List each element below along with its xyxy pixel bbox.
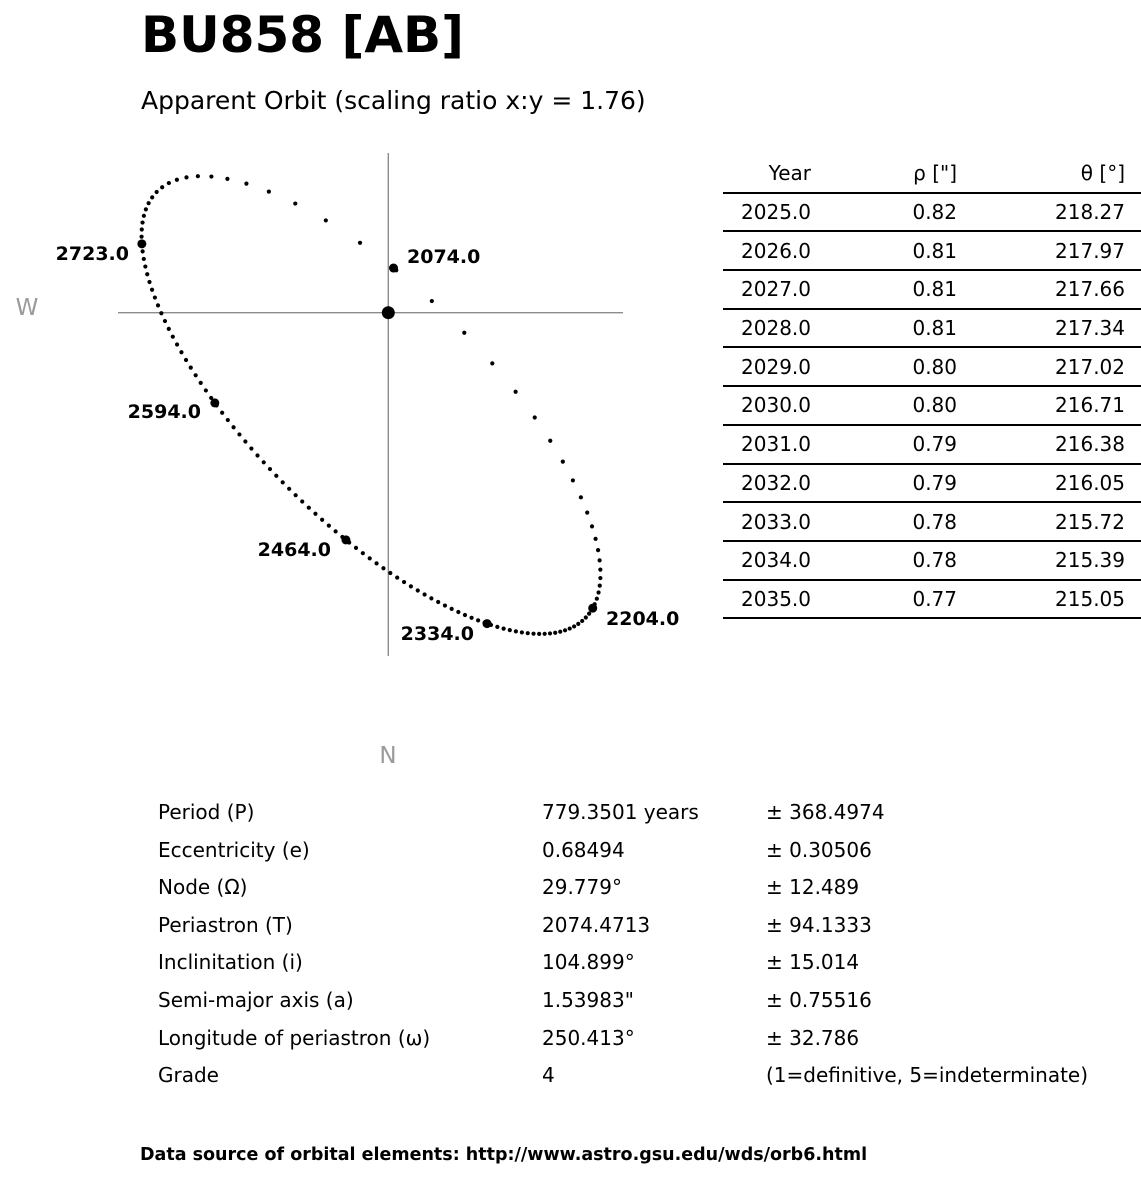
orbit-dot [244, 182, 248, 186]
ephemeris-row [723, 270, 1141, 309]
orbit-dot [595, 597, 599, 601]
orbital-element-error: ± 32.786 [766, 1025, 860, 1050]
ephemeris-cell: 0.80 [811, 347, 957, 386]
orbital-element-value: 250.413° [542, 1025, 635, 1050]
orbit-dot [142, 257, 146, 261]
ephemeris-row [723, 502, 1141, 541]
epoch-dot [137, 239, 146, 248]
orbit-dot [443, 603, 447, 607]
orbit-dot [463, 613, 467, 617]
ephemeris-cell: 2027.0 [723, 270, 811, 309]
orbital-element-error: ± 0.75516 [766, 988, 872, 1012]
ephemeris-header-row [723, 155, 1141, 193]
ephemeris-cell: 0.77 [811, 580, 957, 619]
ephemeris-cell: 218.27 [957, 193, 1141, 232]
orbit-dot [571, 478, 575, 482]
orbit-dot [231, 425, 235, 429]
orbital-element-label: Periastron (T) [158, 912, 293, 937]
ephemeris-cell: 2034.0 [723, 541, 811, 580]
ephemeris-cell: 2035.0 [723, 580, 811, 619]
orbit-dot [361, 551, 365, 555]
orbit-dot [155, 190, 159, 194]
epoch-dot [210, 398, 219, 407]
orbit-dot [313, 512, 317, 516]
orbit-dot [167, 327, 171, 331]
orbit-dot [514, 390, 518, 394]
orbit-dot [409, 584, 413, 588]
ephemeris-cell: 216.05 [957, 464, 1141, 503]
ephemeris-cell: 215.05 [957, 580, 1141, 619]
ephemeris-cell: 0.82 [811, 193, 957, 232]
data-source-footer: Data source of orbital elements: http://www.astro.gsu.edu/wds/orb6.html [140, 1145, 868, 1165]
orbit-dot [171, 335, 175, 339]
orbit-dot [147, 280, 151, 284]
orbit-dot [175, 178, 179, 182]
orbit-dot [514, 629, 518, 633]
epoch-label: 2464.0 [257, 539, 331, 561]
ephemeris-column-header: ρ ["] [811, 155, 957, 193]
orbit-dot [262, 460, 266, 464]
orbit-dot [553, 631, 557, 635]
orbit-dot [320, 518, 324, 522]
orbit-dot [587, 612, 591, 616]
ephemeris-cell: 0.78 [811, 502, 957, 541]
orbital-element-label: Inclinitation (i) [158, 950, 303, 975]
epoch-label: 2074.0 [407, 246, 481, 268]
orbit-dot [395, 575, 399, 579]
orbit-dot [175, 342, 179, 346]
orbit-dot [150, 195, 154, 199]
orbit-dot [388, 571, 392, 575]
ephemeris-table-body [723, 193, 1141, 619]
epoch-label: 2204.0 [606, 608, 680, 630]
orbit-dot [450, 607, 454, 611]
orbit-dot [324, 218, 328, 222]
orbit-dot [220, 411, 224, 415]
ephemeris-table-container [723, 155, 1127, 619]
orbit-dot [334, 529, 338, 533]
north-axis-label: N [379, 743, 397, 769]
west-axis-label: W [15, 295, 39, 321]
orbit-dot [572, 624, 576, 628]
orbit-dot [593, 537, 597, 541]
orbit-dot [598, 558, 602, 562]
orbit-dot [576, 622, 580, 626]
ephemeris-cell: 2032.0 [723, 464, 811, 503]
page-title: BU858 [AB] [141, 6, 464, 64]
page-subtitle: Apparent Orbit (scaling ratio x:y = 1.76) [141, 86, 646, 115]
ephemeris-row [723, 541, 1141, 580]
ephemeris-cell: 2028.0 [723, 309, 811, 348]
orbit-dot [422, 592, 426, 596]
orbit-dot [327, 524, 331, 528]
ephemeris-row [723, 464, 1141, 503]
orbit-dot [580, 619, 584, 623]
orbit-dot [144, 207, 148, 211]
orbit-dot [495, 625, 499, 629]
orbital-element-value: 779.3501 years [542, 800, 699, 824]
orbital-element-label: Eccentricity (e) [158, 837, 310, 862]
orbit-dot [293, 201, 297, 205]
ephemeris-column-header: Year [723, 155, 811, 193]
orbit-dot [184, 358, 188, 362]
ephemeris-cell: 0.81 [811, 231, 957, 270]
orbital-element-label: Node (Ω) [158, 875, 248, 900]
ephemeris-cell: 0.79 [811, 425, 957, 464]
ephemeris-cell: 215.72 [957, 502, 1141, 541]
orbit-dot [533, 415, 537, 419]
orbit-dot [249, 446, 253, 450]
orbit-dot [140, 227, 144, 231]
orbit-dot [294, 493, 298, 497]
orbital-element-value: 1.53983" [542, 988, 634, 1012]
ephemeris-cell: 2026.0 [723, 231, 811, 270]
orbit-dot [548, 439, 552, 443]
orbit-dot [531, 632, 535, 636]
orbit-dot [153, 295, 157, 299]
orbit-dot [281, 480, 285, 484]
orbit-dot [141, 249, 145, 253]
ephemeris-cell: 217.97 [957, 231, 1141, 270]
orbit-dot [145, 272, 149, 276]
ephemeris-row [723, 309, 1141, 348]
orbital-element-value: 2074.4713 [542, 912, 651, 937]
ephemeris-cell: 2030.0 [723, 386, 811, 425]
orbit-dot [520, 630, 524, 634]
orbit-dot [598, 568, 602, 572]
epoch-label: 2594.0 [127, 401, 201, 423]
orbit-dot [537, 632, 541, 636]
ephemeris-cell: 0.79 [811, 464, 957, 503]
orbit-dot [225, 177, 229, 181]
orbit-dot [184, 175, 188, 179]
orbital-element-label: Longitude of periastron (ω) [158, 1025, 431, 1050]
ephemeris-row [723, 386, 1141, 425]
orbit-dot [196, 174, 200, 178]
epoch-dot [483, 619, 492, 628]
ephemeris-row [723, 347, 1141, 386]
orbit-dot [159, 311, 163, 315]
ephemeris-cell: 0.80 [811, 386, 957, 425]
orbit-dot [142, 214, 146, 218]
orbit-dot [508, 628, 512, 632]
orbit-dot [430, 299, 434, 303]
orbit-dot [548, 631, 552, 635]
orbit-dot [456, 610, 460, 614]
orbit-dot [156, 303, 160, 307]
orbit-dot [189, 366, 193, 370]
orbit-dot [476, 618, 480, 622]
orbit-dot [204, 388, 208, 392]
orbital-element-error: ± 368.4974 [766, 800, 885, 824]
orbit-dot [143, 264, 147, 268]
ephemeris-cell: 215.39 [957, 541, 1141, 580]
orbit-dot [490, 361, 494, 365]
orbit-dot [563, 628, 567, 632]
ephemeris-cell: 2031.0 [723, 425, 811, 464]
orbital-element-error: ± 0.30506 [766, 837, 872, 862]
orbit-dot [596, 590, 600, 594]
orbital-element-error: (1=definitive, 5=indeterminate) [766, 1063, 1089, 1088]
orbit-dot [243, 439, 247, 443]
ephemeris-column-header: θ [°] [957, 155, 1141, 193]
orbit-dot [255, 453, 259, 457]
orbital-element-error: ± 12.489 [766, 875, 860, 900]
ephemeris-row [723, 580, 1141, 619]
orbit-dot [268, 467, 272, 471]
epoch-dot [341, 535, 350, 544]
orbit-dot [585, 510, 589, 514]
orbit-dot [374, 561, 378, 565]
ephemeris-cell: 0.81 [811, 270, 957, 309]
orbit-dot [598, 576, 602, 580]
orbit-dot [209, 174, 213, 178]
orbit-dot [300, 499, 304, 503]
orbit-dot [237, 432, 241, 436]
orbit-dot [469, 616, 473, 620]
orbital-element-value: 29.779° [542, 875, 622, 900]
ephemeris-cell: 216.71 [957, 386, 1141, 425]
orbital-element-error: ± 15.014 [766, 950, 860, 975]
ephemeris-cell: 2033.0 [723, 502, 811, 541]
ephemeris-cell: 217.66 [957, 270, 1141, 309]
orbit-dot [543, 632, 547, 636]
epoch-label: 2723.0 [55, 243, 129, 265]
epoch-dot [389, 264, 398, 273]
orbit-dot [163, 319, 167, 323]
orbit-dot [462, 331, 466, 335]
orbit-dot [167, 181, 171, 185]
orbit-dot [579, 495, 583, 499]
orbit-plot [0, 0, 700, 780]
orbit-dot [568, 626, 572, 630]
ephemeris-row [723, 425, 1141, 464]
orbit-dot [267, 189, 271, 193]
orbit-dot [287, 487, 291, 491]
epoch-dot [588, 604, 597, 613]
ephemeris-row [723, 231, 1141, 270]
orbit-dot [226, 418, 230, 422]
orbit-dot [358, 241, 362, 245]
orbit-dot [402, 580, 406, 584]
orbit-dot [160, 185, 164, 189]
orbit-dot [381, 566, 385, 570]
ephemeris-cell: 217.34 [957, 309, 1141, 348]
ephemeris-cell: 216.38 [957, 425, 1141, 464]
ephemeris-cell: 217.02 [957, 347, 1141, 386]
ephemeris-cell: 0.81 [811, 309, 957, 348]
orbit-dot [147, 201, 151, 205]
orbit-dot [199, 381, 203, 385]
orbit-dot [179, 350, 183, 354]
ephemeris-cell: 2025.0 [723, 193, 811, 232]
orbit-dot [194, 373, 198, 377]
orbit-dot [502, 627, 506, 631]
orbit-dot [436, 600, 440, 604]
orbit-dot [596, 548, 600, 552]
orbit-dot [368, 556, 372, 560]
orbital-element-error: ± 94.1333 [766, 912, 872, 937]
orbit-dot [416, 588, 420, 592]
origin-star-dot [382, 306, 395, 319]
orbit-dot [526, 631, 530, 635]
orbital-element-label: Grade [158, 1063, 219, 1088]
epoch-label: 2334.0 [400, 623, 474, 645]
orbit-dot [150, 288, 154, 292]
ephemeris-cell: 2029.0 [723, 347, 811, 386]
orbit-dot [558, 630, 562, 634]
orbital-element-value: 4 [542, 1063, 555, 1088]
orbit-dot [274, 474, 278, 478]
ephemeris-cell: 0.78 [811, 541, 957, 580]
orbit-dot [584, 615, 588, 619]
orbit-dot [139, 235, 143, 239]
ephemeris-row [723, 193, 1141, 232]
orbit-dot [561, 460, 565, 464]
orbit-dot [354, 546, 358, 550]
orbit-dot [140, 220, 144, 224]
orbital-element-label: Semi-major axis (a) [158, 988, 354, 1012]
ephemeris-table [723, 155, 1141, 619]
orbit-dot [598, 584, 602, 588]
orbit-dot [429, 596, 433, 600]
orbit-dot [590, 524, 594, 528]
orbit-dot [307, 506, 311, 510]
orbital-element-value: 104.899° [542, 950, 635, 975]
orbital-element-value: 0.68494 [542, 837, 625, 862]
orbital-element-label: Period (P) [158, 800, 255, 824]
